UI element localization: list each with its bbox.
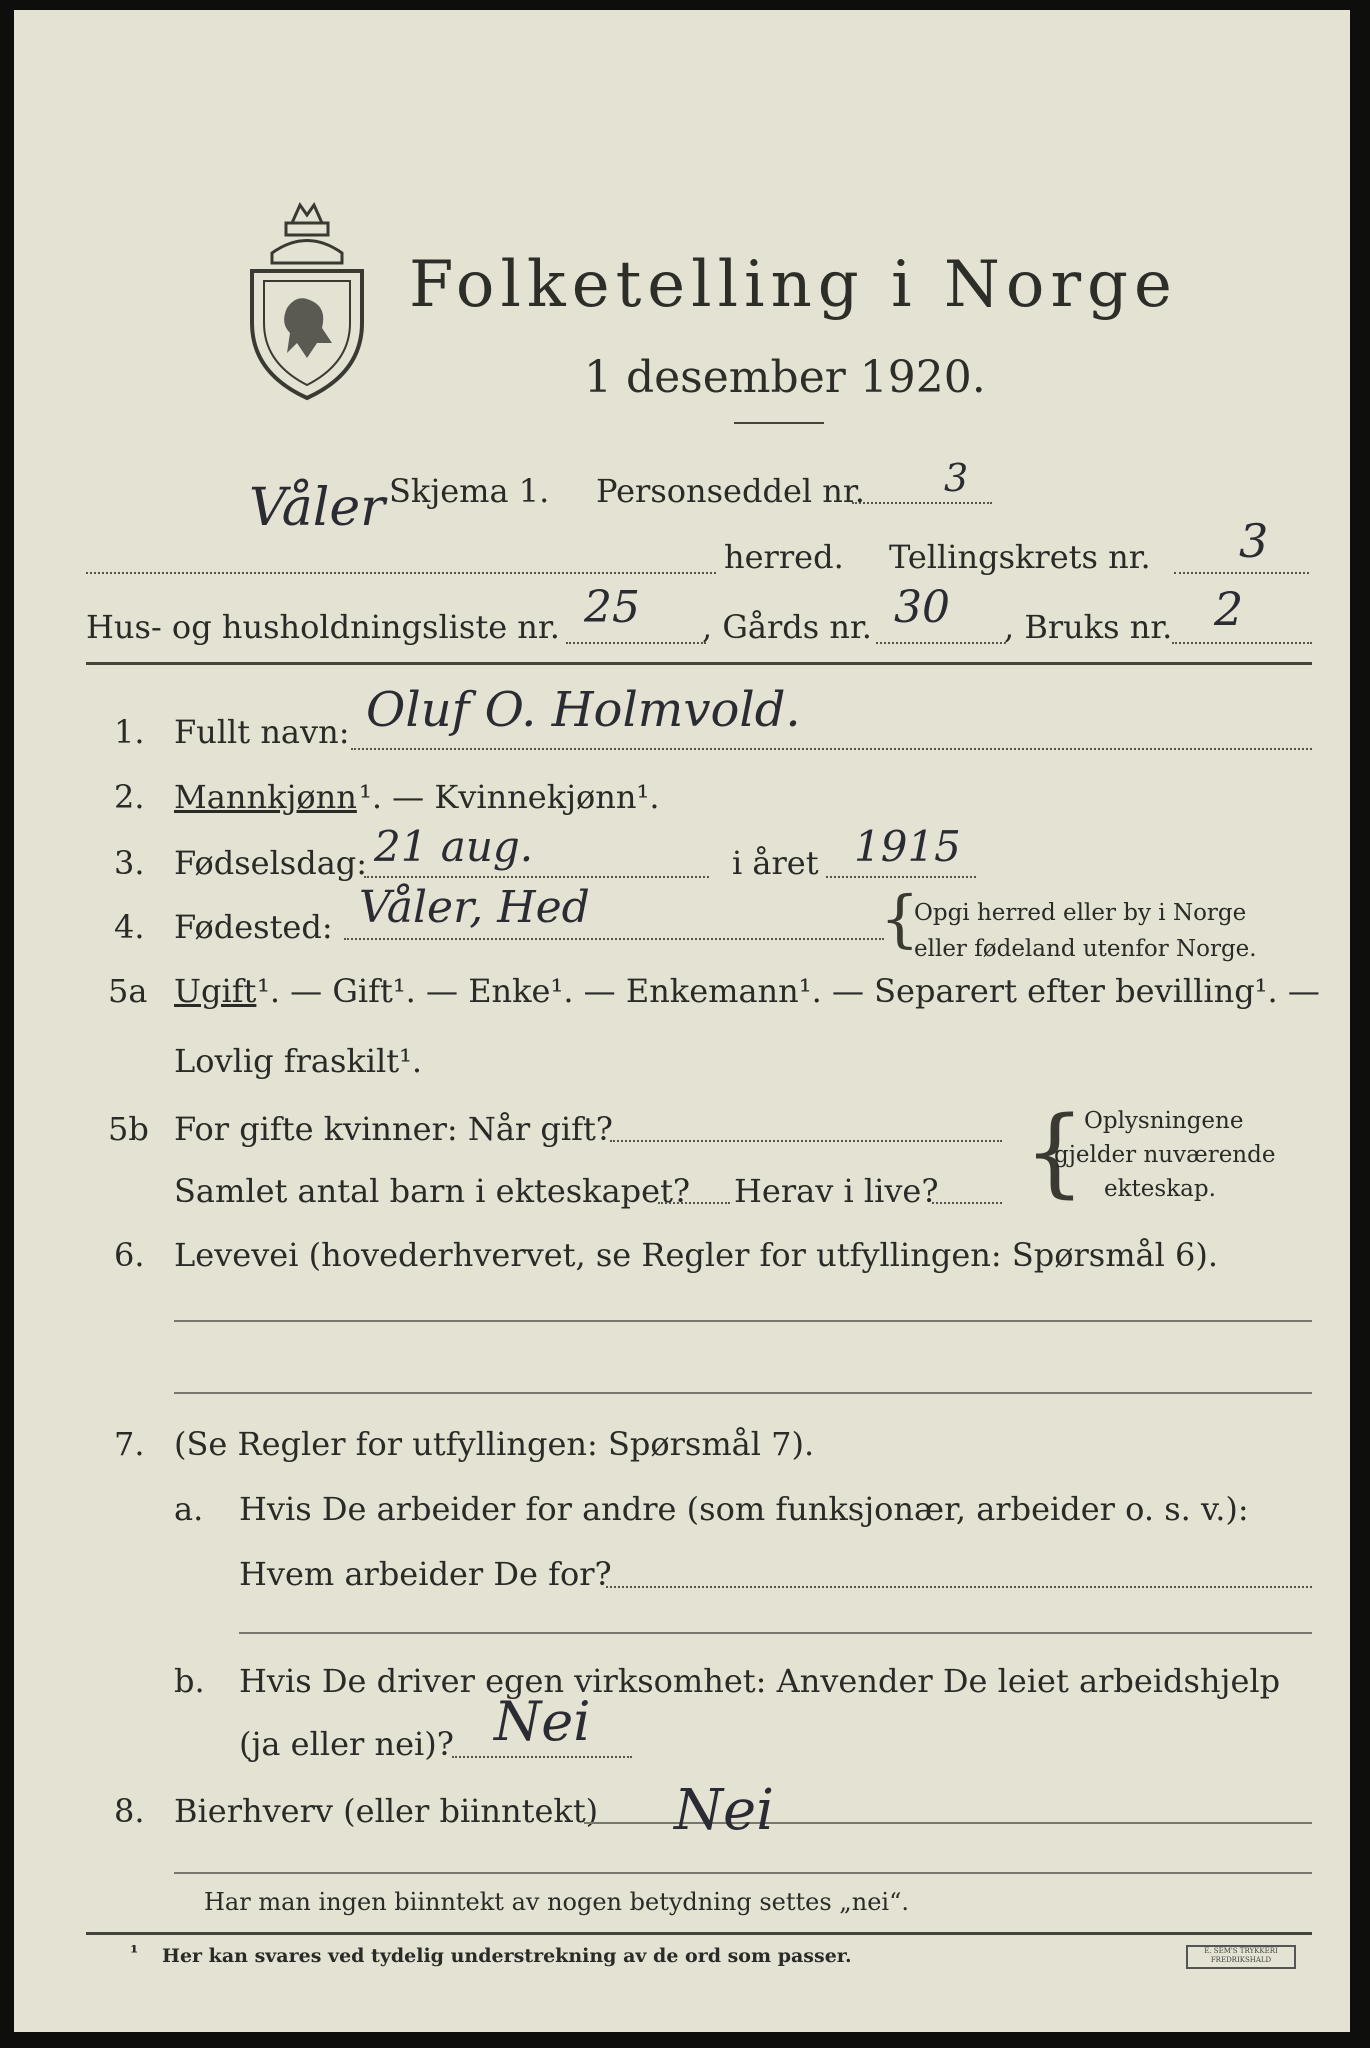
q2-number: 2. — [114, 778, 145, 816]
q5b-children-line — [658, 1202, 730, 1204]
herred-value: Våler — [249, 478, 386, 538]
q8-label: Bierhverv (eller biinntekt) — [174, 1792, 599, 1830]
stamp-line-2: FREDRIKSHALD — [1210, 1956, 1272, 1964]
bruks-value: 2 — [1214, 582, 1244, 636]
q4-label: Fødested: — [174, 908, 333, 946]
footnote-divider — [86, 1932, 1312, 1935]
q3-number: 3. — [114, 844, 145, 882]
q4-value: Våler, Hed — [359, 882, 590, 933]
q6-label: Levevei (hovederhvervet, se Regler for utfyllingen: Spørsmål 6). — [174, 1236, 1219, 1274]
q3-line — [364, 876, 709, 878]
gards-value: 30 — [894, 582, 950, 633]
tellingskrets-label: Tellingskrets nr. — [889, 538, 1151, 576]
q3-year-label: i året — [732, 844, 819, 882]
bruks-line — [1172, 642, 1312, 644]
q8-line-2 — [174, 1872, 1312, 1874]
q4-brace: { — [880, 882, 920, 955]
q7b-value: Nei — [494, 1690, 591, 1753]
tellingskrets-value: 3 — [1239, 514, 1269, 568]
q7a-letter: a. — [174, 1490, 204, 1528]
q3-value: 21 aug. — [374, 822, 534, 871]
footnote-mark: ¹ — [130, 1942, 139, 1964]
bottom-note: Har man ingen biinntekt av nogen betydning settes „nei“. — [204, 1888, 909, 1916]
q5b-alive-line — [932, 1202, 1002, 1204]
q4-note-1: Opgi herred eller by i Norge — [914, 900, 1247, 926]
personseddel-line — [852, 502, 992, 504]
form-title: Folketelling i Norge — [409, 248, 1178, 322]
q7b-line — [452, 1756, 632, 1758]
skjema-label: Skjema 1. — [389, 472, 550, 510]
q6-line-2 — [174, 1392, 1312, 1394]
q7-number: 7. — [114, 1425, 145, 1463]
q7a-line-2 — [239, 1632, 1312, 1634]
q3-year-value: 1915 — [854, 822, 961, 871]
q4-line — [344, 938, 884, 940]
q5a-line2: Lovlig fraskilt¹. — [174, 1042, 423, 1080]
q5b-note-1: Oplysningene — [1084, 1108, 1244, 1134]
q2-male: Mannkjønn — [174, 778, 357, 816]
herred-line — [86, 572, 716, 574]
printer-stamp — [1186, 1945, 1296, 1969]
q3-year-line — [826, 876, 976, 878]
personseddel-label: Personseddel nr. — [596, 472, 865, 510]
q5b-label-3: Herav i live? — [734, 1172, 939, 1210]
stamp-line-1: E. SEM'S TRYKKERI — [1204, 1947, 1278, 1955]
q5b-label-2: Samlet antal barn i ekteskapet? — [174, 1172, 691, 1210]
gards-label: , Gårds nr. — [702, 608, 872, 646]
census-date: 1 desember 1920. — [584, 352, 986, 403]
coat-of-arms-emblem — [242, 193, 372, 403]
q7b-label: Hvis De driver egen virksomhet: Anvender De leiet arbeidshjelp — [239, 1662, 1281, 1700]
footnote-text: Her kan svares ved tydelig understrekning av de ord som passer. — [162, 1945, 852, 1967]
q1-label: Fullt navn: — [174, 713, 350, 751]
q5b-number: 5b — [108, 1110, 149, 1148]
q2-rest: ¹. — Kvinnekjønn¹. — [359, 778, 660, 816]
q8-value: Nei — [674, 1778, 775, 1843]
q5a-ugift: Ugift — [174, 972, 257, 1010]
personseddel-value: 3 — [944, 456, 969, 500]
q5b-brace: { — [1024, 1096, 1086, 1208]
title-divider — [734, 422, 824, 424]
q1-number: 1. — [114, 713, 145, 751]
q5a-rest: ¹. — Gift¹. — Enke¹. — Enkemann¹. — Separert efter bevilling¹. — — [257, 972, 1320, 1010]
q7a-label: Hvis De arbeider for andre (som funksjonær, arbeider o. s. v.): — [239, 1490, 1249, 1528]
q5b-note-3: ekteskap. — [1104, 1176, 1216, 1202]
header-divider — [86, 662, 1312, 665]
tellingskrets-line — [1174, 572, 1309, 574]
q7b-label-2: (ja eller nei)? — [239, 1725, 454, 1763]
q5b-married-line — [610, 1140, 1002, 1142]
q8-number: 8. — [114, 1792, 145, 1830]
q1-line — [351, 748, 1312, 750]
herred-label: herred. — [724, 538, 844, 576]
q4-note-2: eller fødeland utenfor Norge. — [914, 936, 1257, 962]
q5a-number: 5a — [108, 972, 148, 1010]
gards-line — [876, 642, 1006, 644]
bruks-label: , Bruks nr. — [1004, 608, 1173, 646]
q1-value: Oluf O. Holmvold. — [366, 682, 801, 738]
q3-label: Fødselsdag: — [174, 844, 368, 882]
hus-line — [566, 642, 706, 644]
q4-number: 4. — [114, 908, 145, 946]
hus-value: 25 — [584, 582, 640, 633]
q7-label: (Se Regler for utfyllingen: Spørsmål 7). — [174, 1425, 815, 1463]
q7b-letter: b. — [174, 1662, 205, 1700]
q7a-line — [606, 1586, 1312, 1588]
census-form-page — [14, 10, 1350, 2032]
q6-line-1 — [174, 1320, 1312, 1322]
q7a-label-2: Hvem arbeider De for? — [239, 1555, 612, 1593]
q5b-note-2: gjelder nuværende — [1054, 1142, 1276, 1168]
q6-number: 6. — [114, 1236, 145, 1274]
q5b-label-1: For gifte kvinner: Når gift? — [174, 1110, 613, 1148]
hus-label: Hus- og husholdningsliste nr. — [86, 608, 560, 646]
